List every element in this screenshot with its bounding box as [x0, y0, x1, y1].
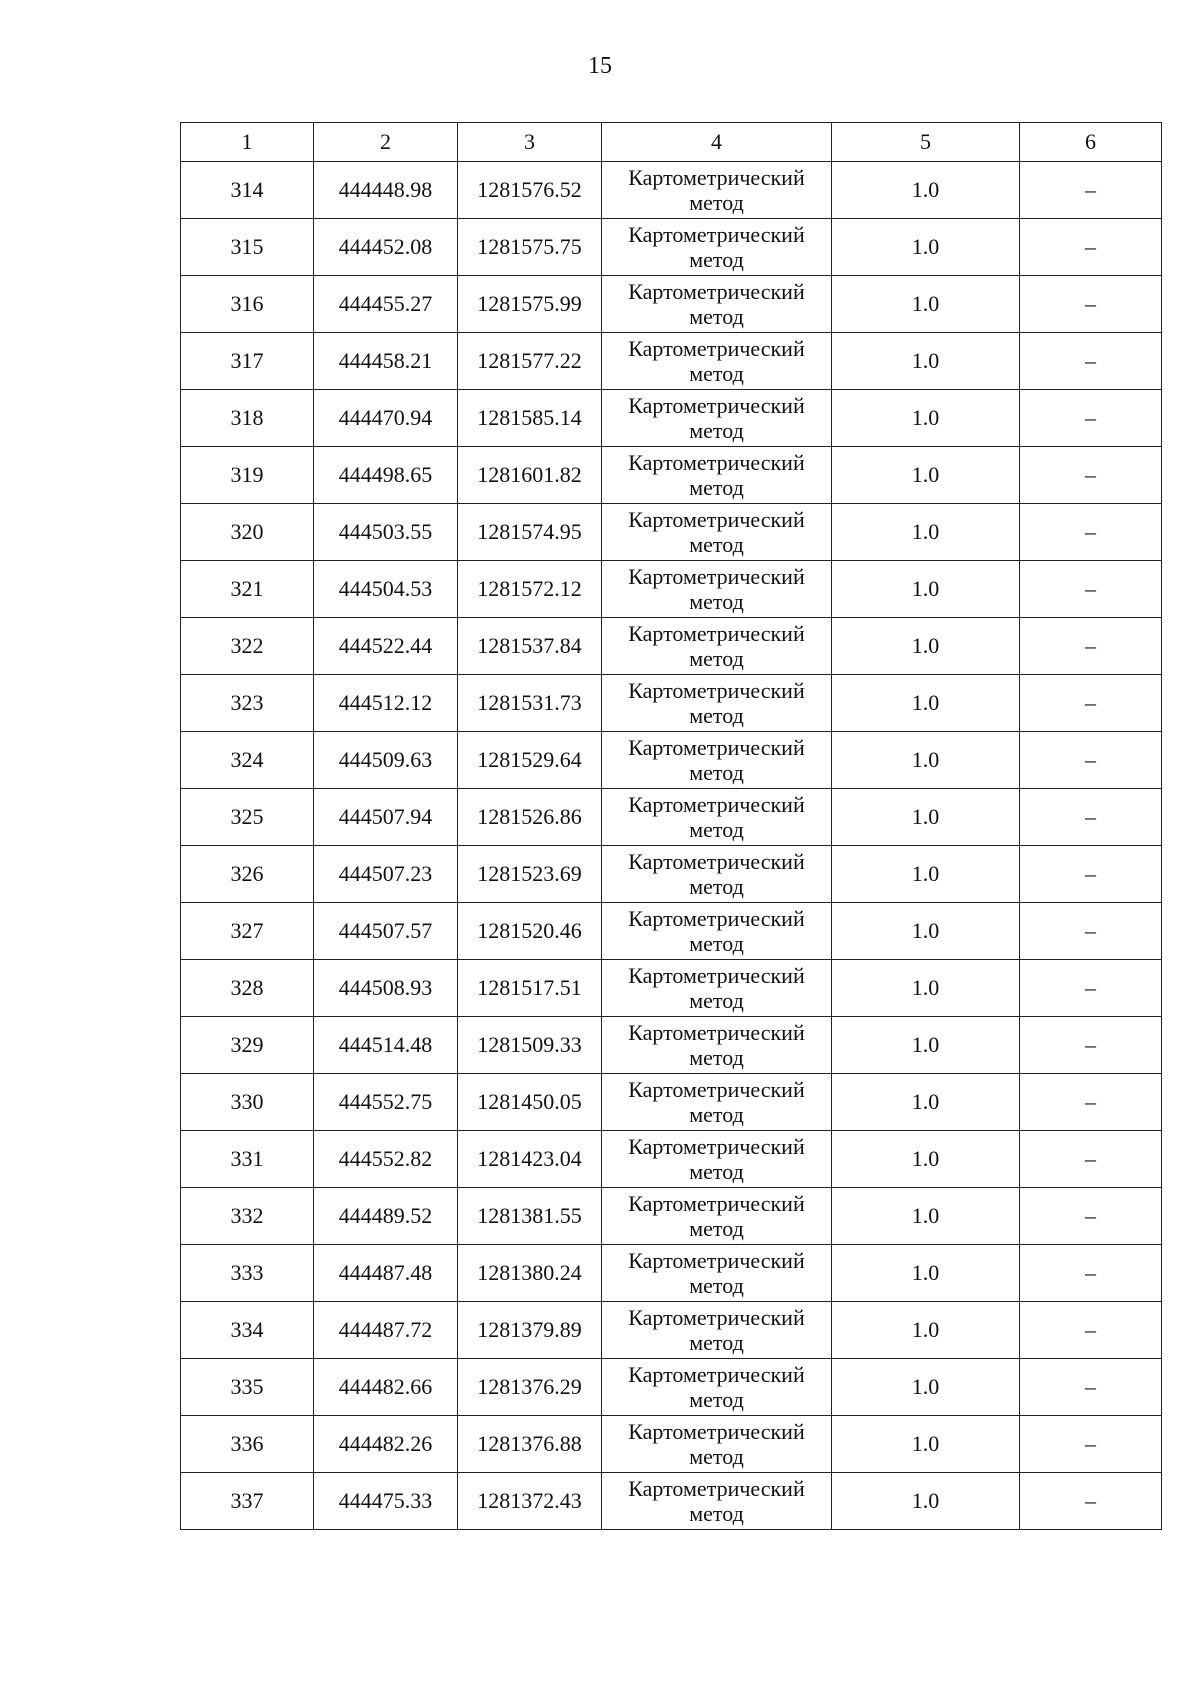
method-line-1: Картометрический: [628, 963, 805, 988]
y-coordinate-cell: 1281380.24: [458, 1245, 602, 1302]
method-line-2: метод: [689, 646, 744, 671]
note-cell: –: [1020, 732, 1162, 789]
column-header-5: 5: [832, 123, 1020, 162]
point-number-cell: 334: [181, 1302, 314, 1359]
y-coordinate-cell: 1281574.95: [458, 504, 602, 561]
method-cell: [602, 1302, 832, 1359]
point-number-cell: 329: [181, 1017, 314, 1074]
x-coordinate-cell: 444509.63: [314, 732, 458, 789]
note-cell: –: [1020, 1131, 1162, 1188]
point-number-cell: 325: [181, 789, 314, 846]
precision-cell: 1.0: [832, 960, 1020, 1017]
precision-cell: 1.0: [832, 1074, 1020, 1131]
table-body: [181, 162, 1162, 1530]
table-row: [181, 1359, 1162, 1416]
precision-cell: 1.0: [832, 1473, 1020, 1530]
point-number-cell: 324: [181, 732, 314, 789]
point-number-cell: 331: [181, 1131, 314, 1188]
table-row: [181, 846, 1162, 903]
coordinates-table: [180, 122, 1162, 1530]
method-cell: [602, 219, 832, 276]
method-line-1: Картометрический: [628, 1305, 805, 1330]
note-cell: –: [1020, 1473, 1162, 1530]
method-line-1: Картометрический: [628, 1191, 805, 1216]
method-cell: [602, 390, 832, 447]
precision-cell: 1.0: [832, 1017, 1020, 1074]
y-coordinate-cell: 1281575.99: [458, 276, 602, 333]
method-line-2: метод: [689, 1159, 744, 1184]
x-coordinate-cell: 444507.23: [314, 846, 458, 903]
note-cell: –: [1020, 504, 1162, 561]
table-row: [181, 618, 1162, 675]
x-coordinate-cell: 444508.93: [314, 960, 458, 1017]
method-line-2: метод: [689, 1387, 744, 1412]
note-cell: –: [1020, 1017, 1162, 1074]
precision-cell: 1.0: [832, 1302, 1020, 1359]
method-cell: [602, 333, 832, 390]
y-coordinate-cell: 1281517.51: [458, 960, 602, 1017]
note-cell: –: [1020, 675, 1162, 732]
precision-cell: 1.0: [832, 732, 1020, 789]
method-cell: [602, 1416, 832, 1473]
point-number-cell: 330: [181, 1074, 314, 1131]
method-line-1: Картометрический: [628, 735, 805, 760]
precision-cell: 1.0: [832, 675, 1020, 732]
method-line-2: метод: [689, 304, 744, 329]
method-line-1: Картометрический: [628, 336, 805, 361]
note-cell: –: [1020, 447, 1162, 504]
method-line-2: метод: [689, 247, 744, 272]
method-line-1: Картометрический: [628, 507, 805, 532]
y-coordinate-cell: 1281577.22: [458, 333, 602, 390]
method-line-2: метод: [689, 475, 744, 500]
y-coordinate-cell: 1281576.52: [458, 162, 602, 219]
page-number: 15: [588, 53, 612, 79]
precision-cell: 1.0: [832, 1188, 1020, 1245]
y-coordinate-cell: 1281450.05: [458, 1074, 602, 1131]
point-number-cell: 322: [181, 618, 314, 675]
method-cell: [602, 1188, 832, 1245]
precision-cell: 1.0: [832, 504, 1020, 561]
precision-cell: 1.0: [832, 447, 1020, 504]
precision-cell: 1.0: [832, 789, 1020, 846]
note-cell: –: [1020, 333, 1162, 390]
precision-cell: 1.0: [832, 561, 1020, 618]
table-row: [181, 561, 1162, 618]
x-coordinate-cell: 444504.53: [314, 561, 458, 618]
method-line-1: Картометрический: [628, 1248, 805, 1273]
note-cell: –: [1020, 276, 1162, 333]
method-line-1: Картометрический: [628, 1134, 805, 1159]
note-cell: –: [1020, 618, 1162, 675]
point-number-cell: 315: [181, 219, 314, 276]
x-coordinate-cell: 444482.66: [314, 1359, 458, 1416]
x-coordinate-cell: 444487.72: [314, 1302, 458, 1359]
precision-cell: 1.0: [832, 1359, 1020, 1416]
method-line-2: метод: [689, 760, 744, 785]
y-coordinate-cell: 1281520.46: [458, 903, 602, 960]
table-row: [181, 1017, 1162, 1074]
method-line-2: метод: [689, 931, 744, 956]
method-cell: [602, 561, 832, 618]
note-cell: –: [1020, 960, 1162, 1017]
method-cell: [602, 846, 832, 903]
method-line-2: метод: [689, 190, 744, 215]
method-cell: [602, 162, 832, 219]
precision-cell: 1.0: [832, 219, 1020, 276]
method-line-2: метод: [689, 1216, 744, 1241]
method-line-2: метод: [689, 988, 744, 1013]
note-cell: –: [1020, 1302, 1162, 1359]
note-cell: –: [1020, 219, 1162, 276]
point-number-cell: 321: [181, 561, 314, 618]
method-cell: [602, 276, 832, 333]
table-row: [181, 1302, 1162, 1359]
column-header-6: 6: [1020, 123, 1162, 162]
note-cell: –: [1020, 1188, 1162, 1245]
point-number-cell: 337: [181, 1473, 314, 1530]
table-row: [181, 675, 1162, 732]
table-row: [181, 447, 1162, 504]
x-coordinate-cell: 444512.12: [314, 675, 458, 732]
method-line-2: метод: [689, 703, 744, 728]
method-cell: [602, 1359, 832, 1416]
point-number-cell: 328: [181, 960, 314, 1017]
x-coordinate-cell: 444458.21: [314, 333, 458, 390]
y-coordinate-cell: 1281523.69: [458, 846, 602, 903]
y-coordinate-cell: 1281585.14: [458, 390, 602, 447]
x-coordinate-cell: 444482.26: [314, 1416, 458, 1473]
y-coordinate-cell: 1281509.33: [458, 1017, 602, 1074]
table-row: [181, 1131, 1162, 1188]
precision-cell: 1.0: [832, 333, 1020, 390]
table-row: [181, 390, 1162, 447]
method-cell: [602, 447, 832, 504]
y-coordinate-cell: 1281381.55: [458, 1188, 602, 1245]
method-cell: [602, 789, 832, 846]
x-coordinate-cell: 444489.52: [314, 1188, 458, 1245]
precision-cell: 1.0: [832, 276, 1020, 333]
method-line-1: Картометрический: [628, 906, 805, 931]
table-row: [181, 1473, 1162, 1530]
x-coordinate-cell: 444552.82: [314, 1131, 458, 1188]
method-line-2: метод: [689, 1501, 744, 1526]
table-row: [181, 162, 1162, 219]
method-line-1: Картометрический: [628, 1419, 805, 1444]
y-coordinate-cell: 1281376.29: [458, 1359, 602, 1416]
x-coordinate-cell: 444470.94: [314, 390, 458, 447]
point-number-cell: 333: [181, 1245, 314, 1302]
point-number-cell: 336: [181, 1416, 314, 1473]
column-header-4: 4: [602, 123, 832, 162]
x-coordinate-cell: 444448.98: [314, 162, 458, 219]
y-coordinate-cell: 1281575.75: [458, 219, 602, 276]
table-row: [181, 903, 1162, 960]
point-number-cell: 317: [181, 333, 314, 390]
table-row: [181, 789, 1162, 846]
method-line-1: Картометрический: [628, 621, 805, 646]
table-row: [181, 276, 1162, 333]
method-cell: [602, 1074, 832, 1131]
point-number-cell: 332: [181, 1188, 314, 1245]
method-line-1: Картометрический: [628, 393, 805, 418]
method-line-1: Картометрический: [628, 222, 805, 247]
table-row: [181, 504, 1162, 561]
x-coordinate-cell: 444503.55: [314, 504, 458, 561]
x-coordinate-cell: 444507.57: [314, 903, 458, 960]
method-line-1: Картометрический: [628, 1476, 805, 1501]
table-row: [181, 1074, 1162, 1131]
x-coordinate-cell: 444475.33: [314, 1473, 458, 1530]
table-row: [181, 219, 1162, 276]
point-number-cell: 327: [181, 903, 314, 960]
method-cell: [602, 732, 832, 789]
method-line-1: Картометрический: [628, 1362, 805, 1387]
method-line-2: метод: [689, 817, 744, 842]
method-cell: [602, 1017, 832, 1074]
method-line-2: метод: [689, 1045, 744, 1070]
y-coordinate-cell: 1281423.04: [458, 1131, 602, 1188]
x-coordinate-cell: 444455.27: [314, 276, 458, 333]
point-number-cell: 314: [181, 162, 314, 219]
method-line-2: метод: [689, 1273, 744, 1298]
method-line-2: метод: [689, 532, 744, 557]
method-cell: [602, 1245, 832, 1302]
x-coordinate-cell: 444507.94: [314, 789, 458, 846]
precision-cell: 1.0: [832, 1245, 1020, 1302]
method-line-2: метод: [689, 361, 744, 386]
table-row: [181, 732, 1162, 789]
y-coordinate-cell: 1281376.88: [458, 1416, 602, 1473]
precision-cell: 1.0: [832, 1416, 1020, 1473]
y-coordinate-cell: 1281529.64: [458, 732, 602, 789]
x-coordinate-cell: 444498.65: [314, 447, 458, 504]
precision-cell: 1.0: [832, 846, 1020, 903]
method-line-1: Картометрический: [628, 279, 805, 304]
method-cell: [602, 1131, 832, 1188]
method-cell: [602, 960, 832, 1017]
note-cell: –: [1020, 846, 1162, 903]
method-line-2: метод: [689, 418, 744, 443]
precision-cell: 1.0: [832, 390, 1020, 447]
method-line-1: Картометрический: [628, 849, 805, 874]
method-line-2: метод: [689, 589, 744, 614]
method-line-2: метод: [689, 1330, 744, 1355]
method-line-2: метод: [689, 874, 744, 899]
y-coordinate-cell: 1281531.73: [458, 675, 602, 732]
method-cell: [602, 675, 832, 732]
point-number-cell: 326: [181, 846, 314, 903]
method-line-1: Картометрический: [628, 678, 805, 703]
method-line-1: Картометрический: [628, 564, 805, 589]
y-coordinate-cell: 1281526.86: [458, 789, 602, 846]
method-line-1: Картометрический: [628, 450, 805, 475]
method-line-2: метод: [689, 1444, 744, 1469]
precision-cell: 1.0: [832, 162, 1020, 219]
method-cell: [602, 504, 832, 561]
table-row: [181, 1245, 1162, 1302]
note-cell: –: [1020, 162, 1162, 219]
table-row: [181, 333, 1162, 390]
x-coordinate-cell: 444487.48: [314, 1245, 458, 1302]
y-coordinate-cell: 1281372.43: [458, 1473, 602, 1530]
method-cell: [602, 1473, 832, 1530]
point-number-cell: 323: [181, 675, 314, 732]
note-cell: –: [1020, 903, 1162, 960]
y-coordinate-cell: 1281379.89: [458, 1302, 602, 1359]
method-line-2: метод: [689, 1102, 744, 1127]
method-line-1: Картометрический: [628, 1020, 805, 1045]
note-cell: –: [1020, 789, 1162, 846]
table-row: [181, 1416, 1162, 1473]
column-header-1: 1: [181, 123, 314, 162]
precision-cell: 1.0: [832, 1131, 1020, 1188]
note-cell: –: [1020, 1245, 1162, 1302]
y-coordinate-cell: 1281537.84: [458, 618, 602, 675]
method-line-1: Картометрический: [628, 165, 805, 190]
x-coordinate-cell: 444452.08: [314, 219, 458, 276]
method-line-1: Картометрический: [628, 792, 805, 817]
column-header-2: 2: [314, 123, 458, 162]
x-coordinate-cell: 444522.44: [314, 618, 458, 675]
point-number-cell: 319: [181, 447, 314, 504]
table-row: [181, 960, 1162, 1017]
method-cell: [602, 903, 832, 960]
point-number-cell: 316: [181, 276, 314, 333]
point-number-cell: 318: [181, 390, 314, 447]
column-header-3: 3: [458, 123, 602, 162]
table-header-row: [181, 123, 1162, 162]
note-cell: –: [1020, 1416, 1162, 1473]
note-cell: –: [1020, 1359, 1162, 1416]
point-number-cell: 335: [181, 1359, 314, 1416]
y-coordinate-cell: 1281572.12: [458, 561, 602, 618]
note-cell: –: [1020, 390, 1162, 447]
precision-cell: 1.0: [832, 618, 1020, 675]
note-cell: –: [1020, 1074, 1162, 1131]
x-coordinate-cell: 444514.48: [314, 1017, 458, 1074]
method-line-1: Картометрический: [628, 1077, 805, 1102]
table-row: [181, 1188, 1162, 1245]
point-number-cell: 320: [181, 504, 314, 561]
method-cell: [602, 618, 832, 675]
y-coordinate-cell: 1281601.82: [458, 447, 602, 504]
precision-cell: 1.0: [832, 903, 1020, 960]
x-coordinate-cell: 444552.75: [314, 1074, 458, 1131]
note-cell: –: [1020, 561, 1162, 618]
